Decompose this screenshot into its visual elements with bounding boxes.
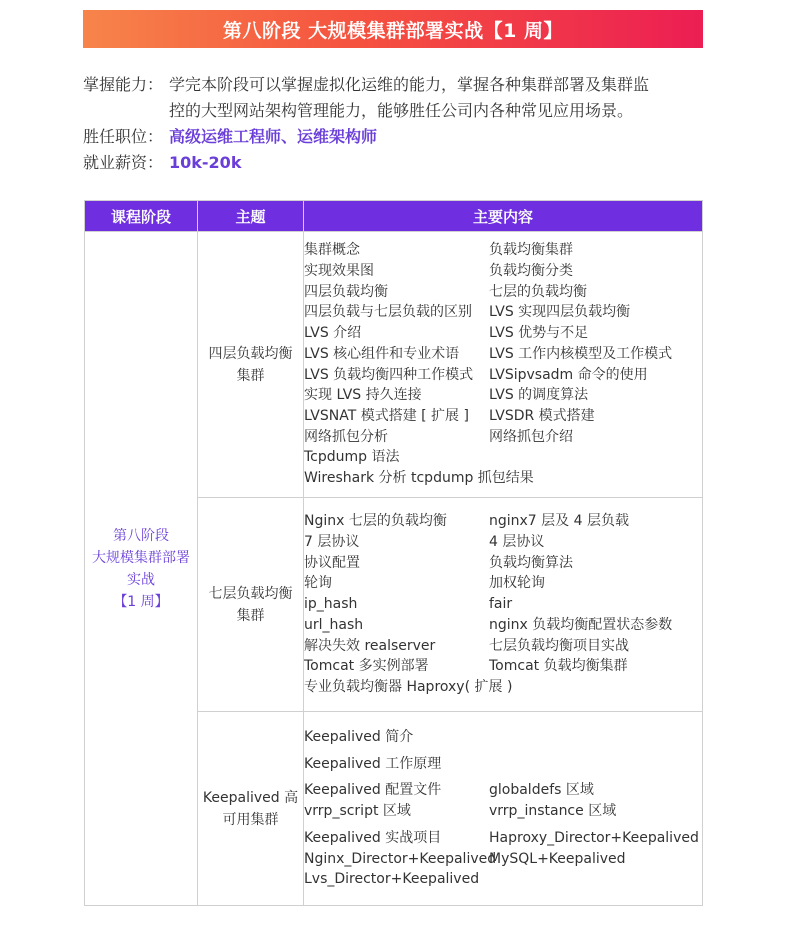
- content-item: url_hash: [304, 616, 364, 633]
- content-item: 负载均衡算法: [489, 554, 573, 571]
- topic-cell: [198, 232, 304, 498]
- content-item: LVSNAT 模式搭建 [ 扩展 ]: [304, 407, 469, 424]
- stage-line: 实战: [127, 571, 155, 588]
- salary-block: [83, 150, 241, 176]
- content-item: 专业负载均衡器 Haproxy( 扩展 ): [304, 678, 513, 695]
- topic-line: 四层负载均衡: [208, 345, 293, 362]
- content-pair: [304, 323, 702, 344]
- content-item: 实现效果图: [304, 262, 374, 279]
- content-item: LVS 优势与不足: [489, 325, 589, 342]
- ability-text-line2: 控的大型网站架构管理能力，能够胜任公司内各种常见应用场景。: [169, 101, 634, 120]
- content-pair: [304, 573, 702, 594]
- content-item: 加权轮询: [489, 575, 545, 592]
- ability-block: [83, 72, 649, 124]
- topic-cell: [198, 712, 304, 906]
- content-pair: [304, 656, 702, 677]
- content-item: Haproxy_Director+Keepalived: [489, 829, 699, 846]
- content-item: Wireshark 分析 tcpdump 抓包结果: [304, 470, 534, 487]
- content-item: vrrp_script 区域: [304, 803, 411, 820]
- content-item: 集群概念: [304, 242, 360, 259]
- content-item: 负载均衡集群: [489, 242, 573, 259]
- table-row: [85, 232, 703, 498]
- content-item: 实现 LVS 持久连接: [304, 387, 422, 404]
- topic-cell: [198, 498, 304, 712]
- content-item: Nginx_Director+Keepalived: [304, 850, 497, 867]
- position-value: 高级运维工程师、运维架构师: [169, 127, 378, 146]
- content-item: 4 层协议: [489, 534, 545, 551]
- content-item: 解决失效 realserver: [304, 637, 436, 654]
- content-item: Nginx 七层的负载均衡: [304, 513, 447, 530]
- content-item: Keepalived 配置文件: [304, 782, 442, 799]
- content-pair: [304, 427, 702, 448]
- content-item: ip_hash: [304, 596, 358, 613]
- content-cell: [304, 232, 703, 498]
- content-item: Tomcat 多实例部署: [304, 658, 429, 675]
- header-topic: 主题: [198, 201, 304, 232]
- topic-line: Keepalived 高: [202, 789, 299, 806]
- content-item: Tcpdump 语法: [304, 449, 400, 466]
- content-pair: [304, 801, 702, 822]
- header-content: 主要内容: [304, 201, 703, 232]
- content-pair: [304, 282, 702, 303]
- content-item: nginx7 层及 4 层负载: [489, 513, 629, 530]
- content-pair: [304, 261, 702, 282]
- topic-line: 集群: [236, 367, 265, 384]
- content-pair: [304, 406, 702, 427]
- content-item: Lvs_Director+Keepalived: [304, 871, 480, 888]
- ability-text-line1: 学完本阶段可以掌握虚拟化运维的能力，掌握各种集群部署及集群监: [169, 75, 650, 94]
- content-item: 负载均衡分类: [489, 262, 573, 279]
- content-cell: [304, 498, 703, 712]
- content-item: 四层负载均衡: [304, 283, 388, 300]
- content-pair: [304, 344, 702, 365]
- content-item: LVS 的调度算法: [489, 387, 589, 404]
- ability-label: 掌握能力：: [83, 75, 164, 94]
- content-item: Keepalived 工作原理: [304, 755, 442, 772]
- stage-line: 【1 周】: [113, 593, 169, 610]
- content-pair: [304, 636, 702, 657]
- content-item: LVS 工作内核模型及工作模式: [489, 345, 673, 362]
- content-pair: [304, 615, 702, 636]
- topic-line: 七层负载均衡: [208, 585, 293, 602]
- content-item: 七层的负载均衡: [489, 283, 587, 300]
- content-pair: [304, 532, 702, 553]
- content-item: 七层负载均衡项目实战: [489, 637, 629, 654]
- stage-cell: [85, 232, 198, 906]
- header-stage: 课程阶段: [85, 201, 198, 232]
- content-item: vrrp_instance 区域: [489, 803, 617, 820]
- stage-line: 第八阶段: [113, 527, 169, 544]
- content-item: Keepalived 实战项目: [304, 829, 442, 846]
- content-item: LVSipvsadm 命令的使用: [489, 366, 648, 383]
- content-item: 协议配置: [304, 554, 360, 571]
- stage-line: 大规模集群部署: [92, 549, 190, 566]
- content-pair: [304, 849, 702, 870]
- content-item: nginx 负载均衡配置状态参数: [489, 616, 673, 633]
- salary-label: 就业薪资：: [83, 153, 164, 172]
- content-pair: [304, 302, 702, 323]
- stage-banner: [83, 10, 703, 48]
- content-pair: [304, 365, 702, 386]
- content-item: 轮询: [304, 575, 332, 592]
- content-item: Tomcat 负载均衡集群: [489, 658, 628, 675]
- content-pair: [304, 385, 702, 406]
- content-pair: [304, 594, 702, 615]
- content-pair: [304, 240, 702, 261]
- content-pair: [304, 780, 702, 801]
- content-item: Keepalived 简介: [304, 729, 414, 746]
- content-item: LVS 核心组件和专业术语: [304, 345, 460, 362]
- content-item: LVSDR 模式搭建: [489, 407, 595, 424]
- content-item: fair: [489, 596, 513, 613]
- content-item: 网络抓包介绍: [489, 428, 573, 445]
- content-item: LVS 实现四层负载均衡: [489, 304, 631, 321]
- content-item: LVS 介绍: [304, 325, 362, 342]
- content-cell: [304, 712, 703, 906]
- content-pair: [304, 511, 702, 532]
- content-pair: [304, 828, 702, 849]
- content-item: globaldefs 区域: [489, 782, 594, 799]
- position-label: 胜任职位：: [83, 127, 164, 146]
- position-block: [83, 124, 377, 150]
- content-item: 7 层协议: [304, 534, 360, 551]
- table-header-row: [85, 201, 703, 232]
- topic-line: 可用集群: [222, 811, 279, 828]
- stage-title: 第八阶段 大规模集群部署实战【1 周】: [223, 19, 563, 42]
- content-item: LVS 负载均衡四种工作模式: [304, 366, 474, 383]
- content-pair: [304, 553, 702, 574]
- content-item: 四层负载与七层负载的区别: [304, 304, 472, 321]
- content-item: MySQL+Keepalived: [489, 850, 626, 867]
- course-table: [84, 200, 703, 906]
- content-item: 网络抓包分析: [304, 428, 388, 445]
- topic-line: 集群: [236, 607, 265, 624]
- salary-value: 10k-20k: [169, 153, 242, 172]
